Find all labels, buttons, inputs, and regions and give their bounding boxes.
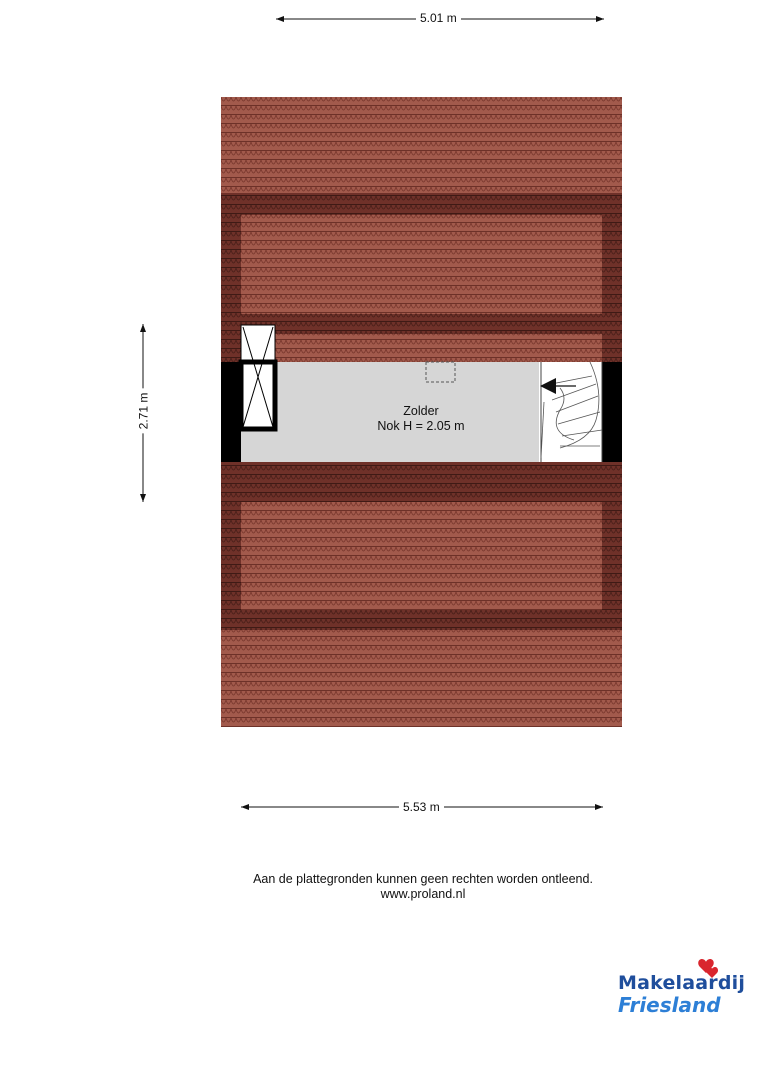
disclaimer-text: Aan de plattegronden kunnen geen rechten worden ontleend. — [253, 872, 593, 886]
side-dimension-label: 2.71 m — [136, 389, 150, 434]
top-dimension-label: 5.01 m — [416, 11, 461, 25]
right-wall — [602, 362, 622, 462]
left-shaft — [241, 325, 275, 429]
room-name: Zolder — [403, 404, 439, 418]
bottom-dimension-label: 5.53 m — [399, 800, 444, 814]
left-wall — [221, 362, 241, 462]
logo-text-friesland: Friesland — [618, 993, 721, 1017]
staircase — [539, 362, 602, 462]
website-text: www.proland.nl — [380, 887, 466, 901]
room-ridge-height: Nok H = 2.05 m — [377, 419, 465, 433]
logo-text-makelaardij: Makelaardij — [618, 972, 746, 994]
